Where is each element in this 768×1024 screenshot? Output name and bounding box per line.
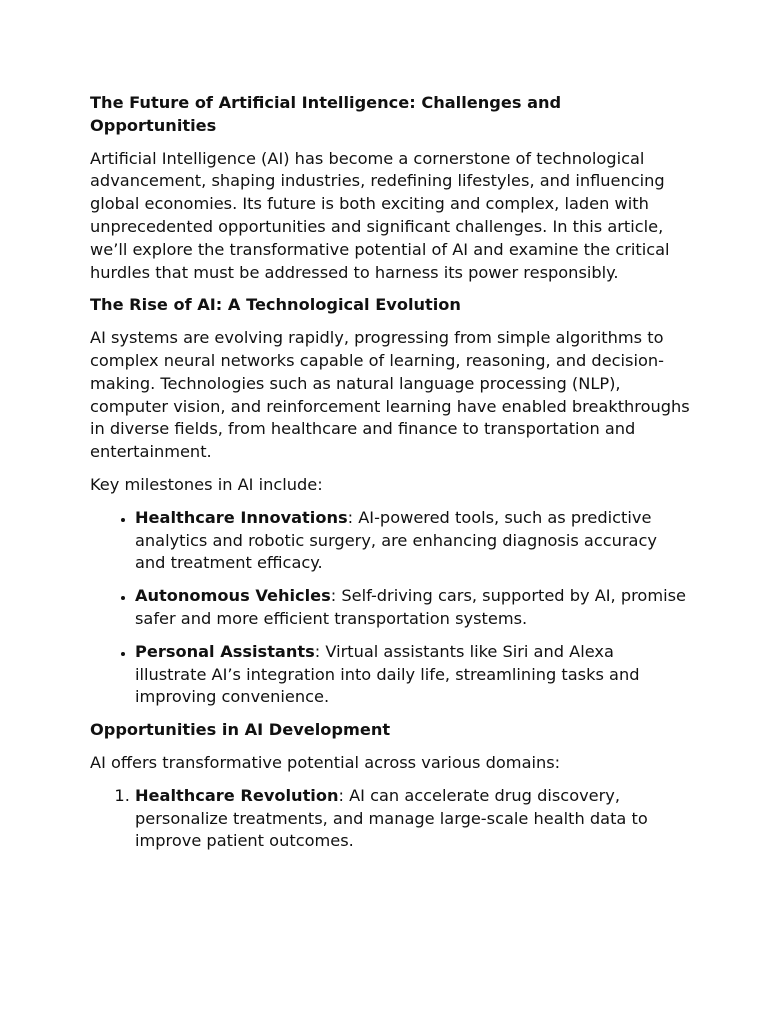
document-page (90, 92, 690, 863)
opportunity-term: Healthcare Revolution (135, 785, 339, 805)
section-heading-rise-of-ai: The Rise of AI: A Technological Evolution (90, 295, 461, 315)
section-heading-opportunities: Opportunities in AI Development (90, 720, 391, 740)
opportunity-text: : AI can accelerate drug discovery, personalize treatments, and manage large-scale health data to improve patient outcomes. (135, 785, 648, 851)
rise-of-ai-paragraph: AI systems are evolving rapidly, progressing from simple algorithms to complex neural networks capable of learning, reasoning, and decision-making. Technologies such as natural language processing (NLP), computer vision, and reinforcement learning have enabled breakthroughs in diverse fields, from healthcare and finance to transportation and entertainment. (90, 328, 690, 462)
milestones-list (90, 507, 690, 709)
milestone-term: Autonomous Vehicles (135, 586, 331, 606)
milestone-term: Personal Assistants (135, 641, 315, 661)
list-item (135, 785, 690, 853)
milestone-text: : Self-driving cars, supported by AI, promise safer and more efficient transportation systems. (135, 586, 686, 628)
opportunities-intro: AI offers transformative potential across various domains: (90, 752, 561, 772)
milestone-text: : AI-powered tools, such as predictive analytics and robotic surgery, are enhancing diagnosis accuracy and treatment efficacy. (135, 507, 657, 573)
list-item (135, 641, 690, 709)
article-title: The Future of Artificial Intelligence: Challenges and Opportunities (90, 93, 562, 135)
list-item (135, 507, 690, 575)
opportunities-list (90, 785, 690, 853)
milestones-intro: Key milestones in AI include: (90, 474, 323, 494)
intro-paragraph: Artificial Intelligence (AI) has become a cornerstone of technological advancement, shaping industries, redefining lifestyles, and influencing global economies. Its future is both exciting and complex, laden with unprecedented opportunities and significant challenges. In this article, we’ll explore the transformative potential of AI and examine the critical hurdles that must be addressed to harness its power responsibly. (90, 148, 670, 282)
milestone-text: : Virtual assistants like Siri and Alexa illustrate AI’s integration into daily life, streamlining tasks and improving convenience. (135, 641, 640, 707)
milestone-term: Healthcare Innovations (135, 507, 348, 527)
list-item (135, 585, 690, 631)
